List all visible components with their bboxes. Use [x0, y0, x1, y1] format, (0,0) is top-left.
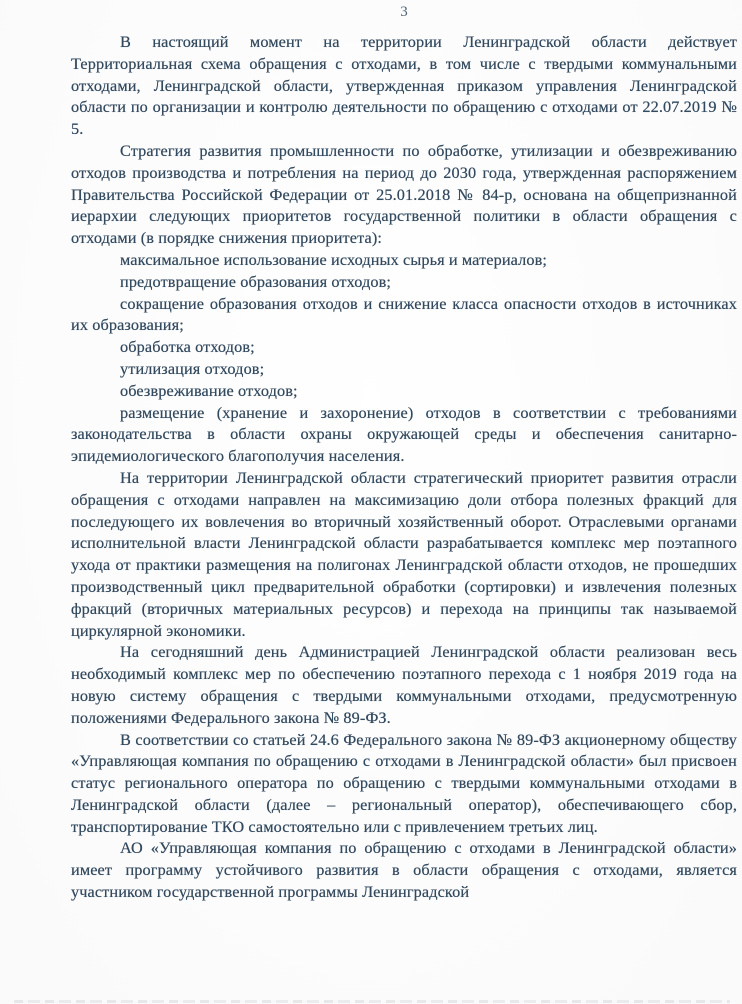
paragraph: размещение (хранение и захоронение) отходов в соответствии с требованиями законодательства в области охраны окружающей среды и обеспечения санитарно-эпидемиологического благополучия населения. [71, 402, 737, 466]
paragraph: АО «Управляющая компания по обращению с отходами в Ленинградской области» имеет программу устойчивого развития в области обращения с отходами, является участником государственной программы Ленинградской [71, 838, 737, 902]
paragraph: сокращение образования отходов и снижение класса опасности отходов в источниках их образования; [71, 293, 737, 335]
paragraph: максимальное использование исходных сырья и материалов; [120, 249, 548, 269]
paragraph: обезвреживание отходов; [120, 380, 298, 400]
document-content [71, 31, 737, 903]
scan-artifact-line [14, 1000, 730, 1003]
paragraph: утилизация отходов; [120, 358, 265, 378]
page-number: 3 [400, 4, 408, 20]
paragraph: На сегодняшний день Администрацией Ленинградской области реализован весь необходимый комплекс мер по обеспечению поэтапного перехода с 1 ноября 2019 года на новую систему обращения с твердыми коммунальными отходами, предусмотренную положениями Федерального закона № 89-ФЗ. [71, 642, 737, 727]
paragraph: На территории Ленинградской области стратегический приоритет развития отрасли обращения с отходами направлен на максимизацию доли отбора полезных фракций для последующего их вовлечения во вторичный хозяйственный оборот. Отраслевыми органами исполнительной власти Ленинградской области разрабатывается комплекс мер поэтапного ухода от практики размещения на полигонах Ленинградской области отходов, не прошедших производственный цикл предварительной обработки (сортировки) и извлечения полезных фракций (вторичных материальных ресурсов) и перехода на принципы так называемой циркулярной экономики. [71, 467, 737, 640]
paragraph: В настоящий момент на территории Ленинградской области действует Территориальная схема обращения с отходами, в том числе с твердыми коммунальными отходами, Ленинградской области, утвержденная приказом управления Ленинградской области по организации и контролю деятельности по обращению с отходами от 22.07.2019 № 5. [71, 32, 737, 139]
paragraph: Стратегия развития промышленности по обработке, утилизации и обезвреживанию отходов производства и потребления на период до 2030 года, утвержденная распоряжением Правительства Российской Федерации от 25.01.2018 № 84-р, основана на общепризнанной иерархии следующих приоритетов государственной политики в области обращения с отходами (в порядке снижения приоритета): [71, 140, 737, 248]
paragraph: В соответствии со статьей 24.6 Федерального закона № 89-ФЗ акционерному обществу «Управляющая компания по обращению с отходами в Ленинградской области» был присвоен статус регионального оператора по обращению с твердыми коммунальными отходами в Ленинградской области (далее – региональный оператор), обеспечивающего сбор, транспортирование ТКО самостоятельно или с привлечением третьих лиц. [71, 729, 737, 836]
paragraph: обработка отходов; [120, 337, 255, 357]
paragraph: предотвращение образования отходов; [120, 271, 392, 291]
